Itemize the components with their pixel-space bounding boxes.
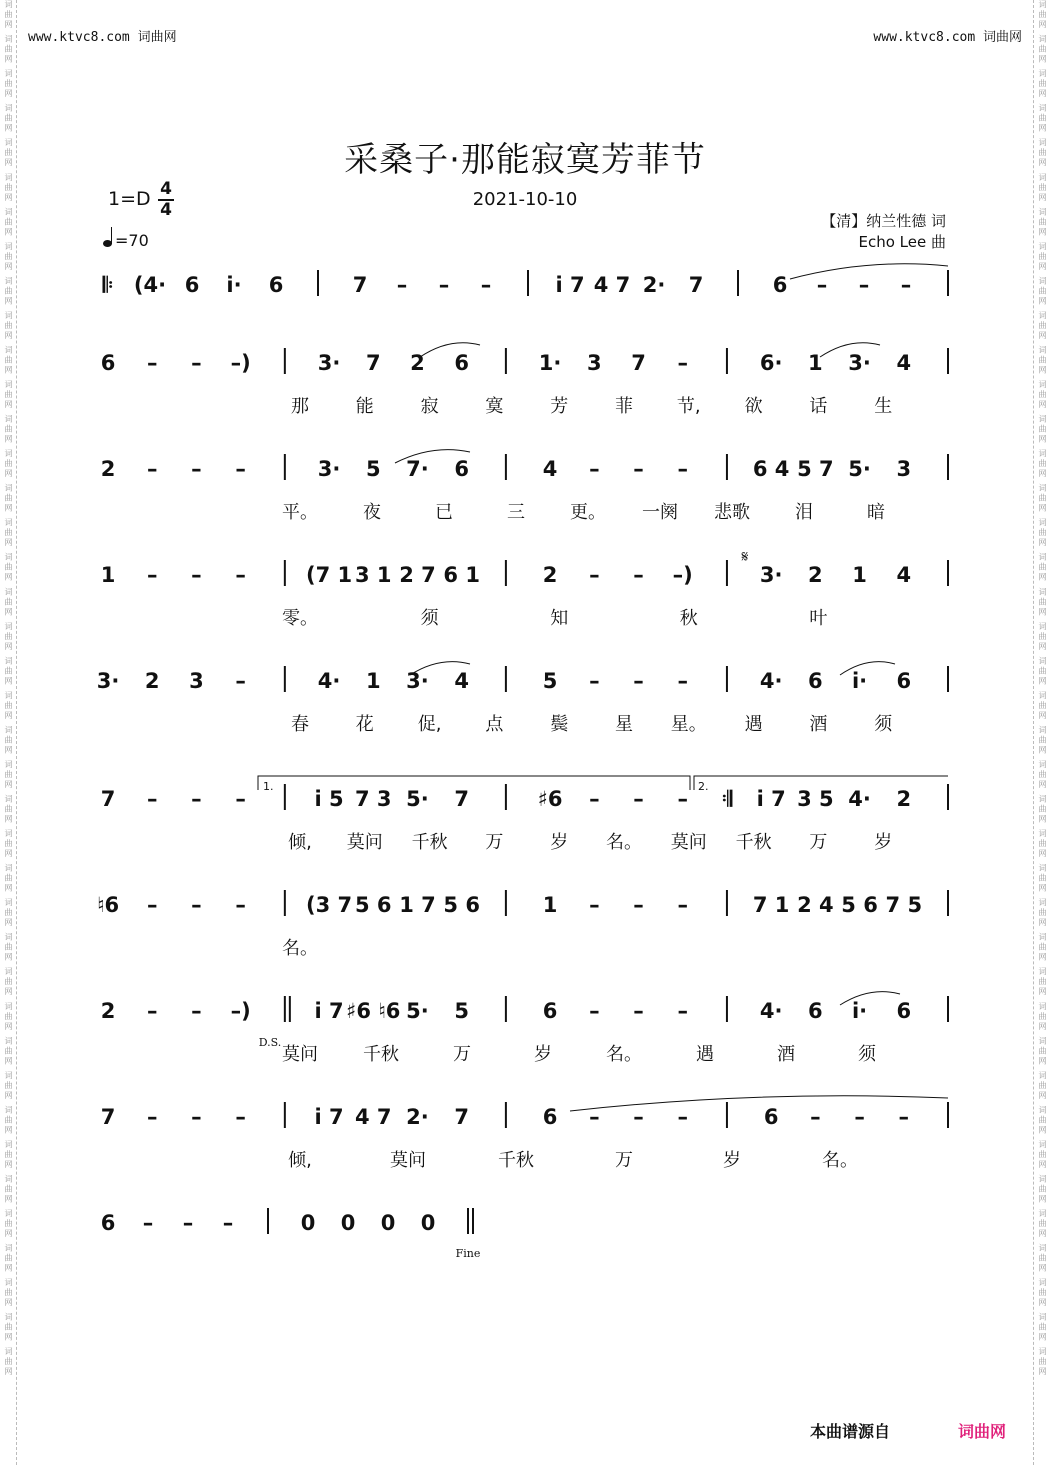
note-token: –	[633, 669, 644, 693]
lyric-syllable: 悲歌	[714, 502, 750, 523]
note-token: 7	[100, 787, 116, 811]
note-token: –	[235, 563, 246, 587]
tie-slur	[840, 662, 895, 675]
note-token: 7	[365, 351, 381, 375]
note-token: 1	[542, 893, 558, 917]
note-token: 4·	[317, 669, 341, 693]
lyric-syllable: 节,	[676, 396, 701, 417]
note-token: –	[146, 351, 158, 375]
note-token: 5	[542, 669, 558, 693]
note-token: –	[589, 669, 600, 693]
note-token: –	[633, 457, 644, 481]
note-token: 5 6	[841, 893, 878, 917]
note-token: –	[810, 1105, 821, 1129]
lyric-syllable: 须	[874, 714, 893, 735]
lyric-syllable: 莫问	[346, 832, 383, 853]
note-token: 6	[454, 457, 469, 481]
note-token: 3	[587, 351, 602, 375]
lyric-syllable: 能	[355, 396, 374, 417]
lyricist-credit: 【清】纳兰性德 词	[821, 212, 946, 230]
note-token: –	[816, 273, 828, 297]
note-token: 7	[454, 1105, 469, 1129]
note-token: –	[677, 893, 688, 917]
note-token: –	[235, 1105, 246, 1129]
note-token: 2	[100, 999, 116, 1023]
lyric-syllable: 莫问	[282, 1044, 318, 1065]
note-token: –	[854, 1105, 865, 1129]
note-token: –	[235, 787, 246, 811]
lyric-syllable: 促,	[417, 714, 442, 735]
note-token: –	[589, 893, 600, 917]
lyric-syllable: 万	[453, 1044, 471, 1065]
note-token: –	[677, 787, 688, 811]
note-token: 6·	[759, 351, 783, 375]
note-token: i 7	[555, 273, 585, 297]
note-token: 6	[772, 273, 788, 297]
note-token: 7 5	[885, 893, 923, 917]
note-token: 4 7	[354, 1105, 392, 1129]
lyric-syllable: 千秋	[363, 1044, 399, 1065]
lyric-syllable: 秋	[679, 608, 698, 629]
note-token: i 7	[756, 787, 786, 811]
note-token: –	[900, 273, 912, 297]
note-token: 4	[896, 351, 912, 375]
note-token: 4 7	[593, 273, 631, 297]
note-token: 3·	[759, 563, 783, 587]
lyric-syllable: 万	[485, 832, 504, 853]
lyric-syllable: 话	[809, 396, 828, 417]
note-token: 0	[420, 1211, 436, 1235]
note-token: 𝄆	[102, 273, 114, 297]
lyric-syllable: 点	[485, 714, 504, 735]
note-token: 5·	[848, 457, 871, 481]
lyric-syllable: 万	[615, 1150, 633, 1171]
note-token: –	[191, 999, 202, 1023]
footer-source-label: 本曲谱源自	[810, 1422, 891, 1441]
lyric-syllable: 岁	[550, 832, 569, 853]
note-token: 7	[688, 273, 704, 297]
note-token: ♯6 ♮6	[346, 999, 401, 1023]
note-token: 4·	[848, 787, 871, 811]
note-token: 4·	[759, 999, 783, 1023]
ds-mark: D.S.	[258, 1036, 282, 1049]
note-token: –	[438, 273, 450, 297]
note-token: –)	[230, 351, 251, 375]
lyric-syllable: 菲	[615, 396, 633, 417]
lyric-syllable: 知	[550, 608, 569, 629]
note-token: –	[142, 1211, 154, 1235]
note-token: –	[222, 1211, 234, 1235]
note-token: 2	[410, 351, 425, 375]
site-link-right[interactable]: www.ktvc8.com 词曲网	[873, 30, 1022, 45]
note-token: 1·	[538, 351, 562, 375]
note-token: 3·	[96, 669, 120, 693]
note-token: 1	[852, 563, 867, 587]
note-token: i·	[851, 999, 868, 1023]
lyric-syllable: 岁	[874, 832, 893, 853]
note-token: 3 5	[797, 787, 834, 811]
lyric-syllable: 欲	[744, 396, 763, 417]
lyric-syllable: 鬓	[550, 714, 569, 735]
lyric-syllable: 遇	[696, 1044, 714, 1065]
note-token: 4	[454, 669, 469, 693]
lyric-syllable: 夜	[363, 502, 381, 523]
lyric-syllable: 千秋	[411, 832, 448, 853]
note-token: 2	[808, 563, 823, 587]
lyric-syllable: 须	[858, 1044, 876, 1065]
tempo-value: =70	[115, 231, 149, 250]
lyric-syllable: 星。	[670, 714, 707, 735]
note-token: 6	[542, 999, 558, 1023]
note-token: 3·	[317, 457, 341, 481]
note-token: 7	[454, 787, 469, 811]
song-date: 2021-10-10	[472, 189, 578, 210]
lyric-syllable: 更。	[570, 502, 606, 523]
note-token: –	[235, 893, 246, 917]
note-token: 7	[352, 273, 368, 297]
note-token: –	[235, 669, 246, 693]
note-token: 3 1	[354, 563, 392, 587]
lyric-syllable: 芳	[550, 396, 569, 417]
site-link-left[interactable]: www.ktvc8.com 词曲网	[28, 30, 177, 45]
lyric-syllable: 寞	[485, 396, 504, 417]
lyric-syllable: 千秋	[735, 832, 772, 853]
lyric-syllable: 须	[420, 608, 439, 629]
volta-1-label: 1.	[263, 780, 274, 793]
note-token: –)	[230, 999, 251, 1023]
note-token: (3 7	[305, 893, 353, 917]
note-token: –	[182, 1211, 194, 1235]
note-token: i 5	[314, 787, 344, 811]
note-token: ♮6	[96, 893, 120, 917]
lyric-syllable: 酒	[777, 1044, 795, 1065]
tie-slur	[570, 1096, 948, 1111]
lyric-syllable: 暗	[867, 502, 885, 523]
note-token: –	[146, 893, 158, 917]
note-token: –	[898, 1105, 910, 1129]
note-token: –	[191, 457, 202, 481]
lyric-syllable: 莫问	[390, 1150, 426, 1171]
note-token: –	[589, 787, 600, 811]
note-token: 5 6	[443, 893, 480, 917]
lyric-syllable: 星	[615, 714, 633, 735]
note-token: 3	[896, 457, 912, 481]
lyric-syllable: 千秋	[498, 1150, 534, 1171]
note-token: 0	[380, 1211, 396, 1235]
lyric-syllable: 生	[874, 396, 893, 417]
lyric-syllable: 已	[435, 502, 453, 523]
note-token: i·	[851, 669, 868, 693]
note-token: 7 3	[354, 787, 392, 811]
note-token: –	[677, 669, 688, 693]
note-token: –	[146, 457, 158, 481]
note-token: –	[191, 351, 202, 375]
lyric-syllable: 倾,	[288, 832, 312, 853]
volta-2-label: 2.	[698, 780, 709, 793]
footer-brand-link[interactable]: 词曲网	[958, 1422, 1007, 1441]
note-token: 6	[268, 273, 284, 297]
note-token: 𝄇	[721, 787, 733, 811]
lyric-syllable: 酒	[809, 714, 828, 735]
note-token: –	[146, 999, 158, 1023]
note-token: –)	[672, 563, 693, 587]
lyric-syllable: 名。	[606, 1044, 642, 1065]
note-token: 5	[454, 999, 469, 1023]
note-token: –	[191, 787, 202, 811]
note-token: 6	[100, 351, 116, 375]
lyric-syllable: 花	[355, 714, 374, 735]
lyric-syllable: 岁	[534, 1044, 552, 1065]
note-token: 0	[340, 1211, 356, 1235]
note-token: (7 1	[305, 563, 353, 587]
note-token: 3·	[406, 669, 429, 693]
lyric-syllable: 平。	[282, 502, 318, 523]
note-token: –	[589, 563, 600, 587]
note-token: –	[677, 999, 688, 1023]
note-token: 6 1	[443, 563, 480, 587]
lyric-syllable: 岁	[723, 1150, 741, 1171]
tie-slur	[420, 343, 480, 357]
note-token: –	[396, 273, 408, 297]
tie-slur	[840, 992, 900, 1005]
note-token: 2	[144, 669, 160, 693]
note-token: 6	[100, 1211, 116, 1235]
note-token: i 7	[314, 1105, 344, 1129]
lyric-syllable: 寂	[420, 396, 439, 417]
lyric-syllable: 莫问	[670, 832, 707, 853]
note-token: 5·	[406, 999, 429, 1023]
note-token: 7·	[406, 457, 429, 481]
note-token: 3·	[317, 351, 341, 375]
note-token: 6	[808, 669, 823, 693]
note-token: –	[235, 457, 246, 481]
lyric-syllable: 叶	[809, 608, 828, 629]
lyric-syllable: 那	[291, 396, 309, 417]
note-token: 4	[542, 457, 558, 481]
fine-mark: Fine	[455, 1247, 481, 1260]
note-token: 1	[808, 351, 823, 375]
note-token: 5·	[406, 787, 429, 811]
note-token: –	[589, 457, 600, 481]
note-token: 7	[631, 351, 646, 375]
song-title: 采桑子·那能寂寞芳菲节	[344, 140, 706, 180]
right-watermark-text: 词曲网 词曲网 词曲网 词曲网 词曲网 词曲网 词曲网 词曲网 词曲网 词曲网 词曲网 词曲网 词曲网 词曲网 词曲网 词曲网 词曲网 词曲网 词曲网 词曲网 词曲网 词曲网 词曲网 词曲网 词曲网 词曲网 词曲网 词曲网 词曲网 词曲网 词曲网 词曲网 词曲网 词曲网 词曲网 词曲网 词曲网 词曲网 词曲网 词曲网	[1038, 0, 1047, 1378]
note-token: –	[677, 351, 688, 375]
note-token: 6	[542, 1105, 558, 1129]
note-token: (4·	[133, 273, 167, 297]
lyric-syllable: 遇	[744, 714, 763, 735]
note-token: 3	[189, 669, 204, 693]
note-token: 2	[896, 787, 912, 811]
note-token: i 7	[314, 999, 344, 1023]
note-token: –	[633, 787, 644, 811]
lyric-syllable: 春	[291, 714, 309, 735]
note-token: 2·	[642, 273, 666, 297]
lyric-syllable: 一阕	[642, 502, 678, 523]
note-token: –	[191, 893, 202, 917]
note-token: –	[633, 563, 644, 587]
lyric-syllable: 名。	[282, 938, 318, 959]
time-signature-top: 4	[160, 179, 172, 199]
note-token: 1	[100, 563, 116, 587]
note-token: 5 6	[354, 893, 392, 917]
note-token: 2 4	[797, 893, 834, 917]
note-token: 6	[896, 999, 912, 1023]
note-token: 7 1	[752, 893, 790, 917]
note-token: –	[191, 1105, 202, 1129]
note-token: 4	[896, 563, 912, 587]
note-token: –	[146, 1105, 158, 1129]
lyric-syllable: 泪	[795, 502, 813, 523]
note-token: –	[677, 457, 688, 481]
note-token: –	[146, 787, 158, 811]
note-token: –	[858, 273, 870, 297]
note-token: –	[191, 563, 202, 587]
note-token: i·	[226, 273, 242, 297]
note-token: 6	[896, 669, 912, 693]
lyric-syllable: 三	[507, 502, 525, 523]
note-token: 4·	[759, 669, 783, 693]
note-token: –	[146, 563, 158, 587]
note-token: 6	[808, 999, 823, 1023]
note-token: 5 7	[797, 457, 834, 481]
time-signature-bottom: 4	[158, 199, 174, 220]
note-token: 6	[763, 1105, 779, 1129]
note-token: 6 4	[752, 457, 790, 481]
note-token: 2 7	[399, 563, 436, 587]
note-token: –	[589, 999, 600, 1023]
note-token: 2	[542, 563, 558, 587]
composer-credit: Echo Lee 曲	[858, 233, 946, 251]
note-token: –	[633, 893, 644, 917]
note-token: 2	[100, 457, 116, 481]
note-token: 6	[454, 351, 469, 375]
left-watermark-text: 词曲网 词曲网 词曲网 词曲网 词曲网 词曲网 词曲网 词曲网 词曲网 词曲网 词曲网 词曲网 词曲网 词曲网 词曲网 词曲网 词曲网 词曲网 词曲网 词曲网 词曲网 词曲网 词曲网 词曲网 词曲网 词曲网 词曲网 词曲网 词曲网 词曲网 词曲网 词曲网 词曲网 词曲网 词曲网 词曲网 词曲网 词曲网 词曲网 词曲网	[4, 0, 13, 1378]
note-token: –	[589, 1105, 600, 1129]
note-token: 2·	[406, 1105, 429, 1129]
lyric-syllable: 名。	[606, 832, 642, 853]
lyric-syllable: 倾,	[288, 1150, 312, 1171]
note-token: ♯6	[537, 787, 563, 811]
note-token: 7	[100, 1105, 116, 1129]
note-token: 1 7	[399, 893, 436, 917]
lyric-syllable: 零。	[282, 608, 318, 629]
lyric-syllable: 名。	[822, 1150, 858, 1171]
note-token: 0	[300, 1211, 316, 1235]
note-token: –	[633, 1105, 644, 1129]
note-token: –	[480, 273, 492, 297]
note-token: –	[633, 999, 644, 1023]
key-signature: 1=D	[108, 188, 151, 210]
lyric-syllable: 万	[809, 832, 828, 853]
note-token: –	[677, 1105, 688, 1129]
note-token: 3·	[848, 351, 871, 375]
note-token: 1	[365, 669, 381, 693]
segno-icon: 𝄋	[741, 547, 749, 566]
note-token: 6	[184, 273, 200, 297]
note-token: 5	[365, 457, 381, 481]
